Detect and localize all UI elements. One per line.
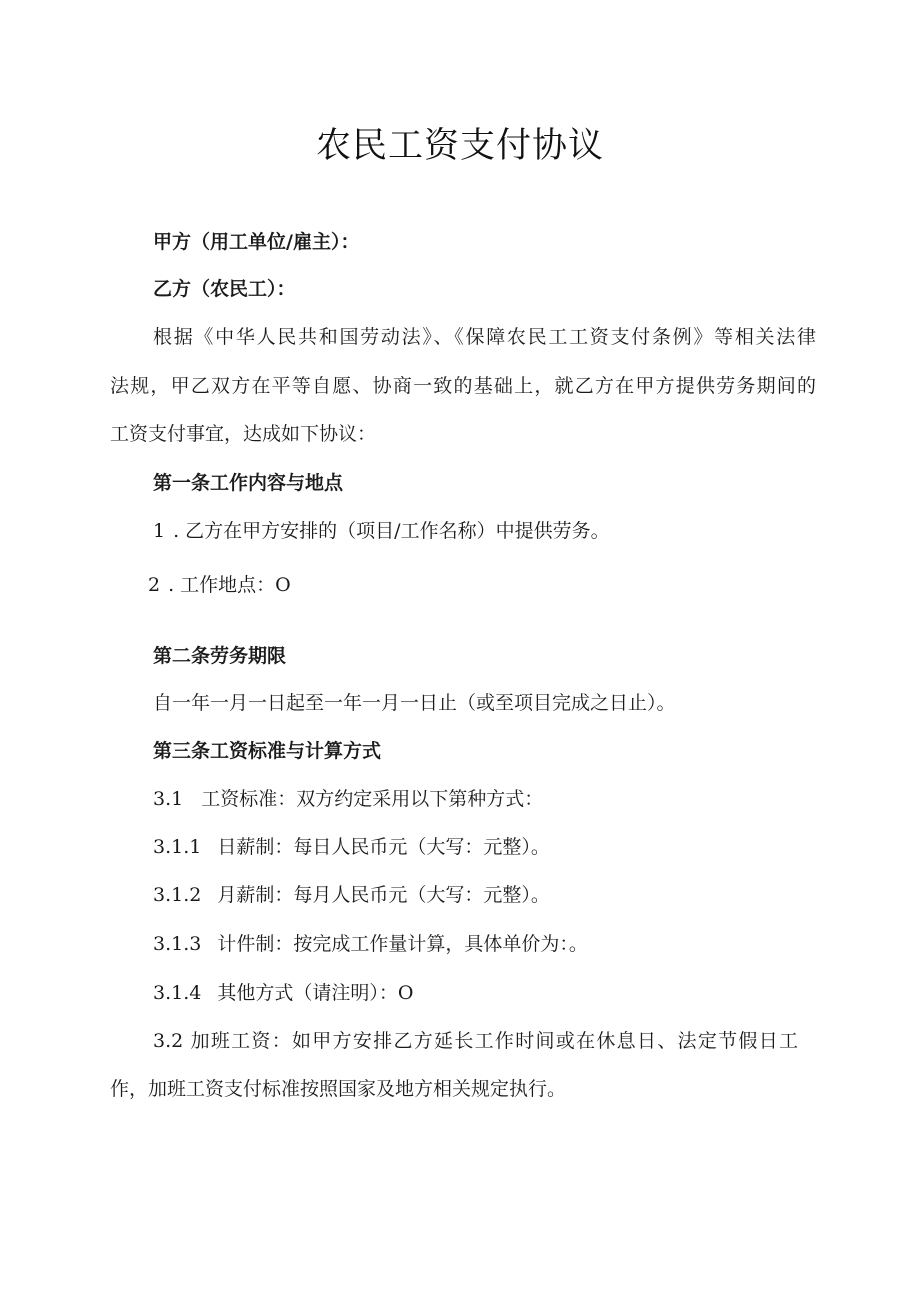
document-title: 农民工资支付协议 (315, 126, 604, 166)
article-2-heading: 第二条劳务期限 (153, 645, 287, 667)
clause-number: 3.1.2 (153, 884, 202, 906)
article-1-item-1 (153, 518, 610, 544)
clause-number: 3.1.1 (153, 836, 202, 858)
preamble-line-2: 法规，甲乙双方在平等自愿、协商一致的基础上，就乙方在甲方提供劳务期间的 (110, 375, 816, 397)
clause-text: 计件制：按完成工作量计算，具体单价为：。 (217, 933, 588, 955)
clause-text: 工资标准：双方约定采用以下第种方式： (201, 788, 544, 810)
item-text: . 工作地点：O (168, 574, 291, 596)
preamble-line-1: 根据《中华人民共和国劳动法》、《保障农民工工资支付条例》等相关法律 (153, 326, 816, 348)
item-number: 1 (153, 520, 166, 542)
clause-3-1-2 (153, 882, 550, 908)
clause-number: 3.1 (153, 788, 184, 810)
clause-3-2-line-2: 作，加班工资支付标准按照国家及地方相关规定执行。 (110, 1078, 567, 1100)
article-1-heading: 第一条工作内容与地点 (153, 472, 344, 494)
clause-text: 其他方式（请注明）：O (217, 982, 414, 1004)
party-a-label: 甲方（用工单位/雇主）： (153, 231, 360, 253)
clause-3-1-1 (153, 834, 550, 860)
article-3-heading: 第三条工资标准与计算方式 (153, 740, 382, 762)
article-2-text: 自一年一月一日起至一年一月一日止（或至项目完成之日止）。 (153, 692, 676, 714)
preamble-line-3: 工资支付事宜，达成如下协议： (110, 423, 377, 445)
clause-3-1 (153, 786, 543, 812)
clause-3-1-3 (153, 931, 588, 957)
item-text: . 乙方在甲方安排的（项目/工作名称）中提供劳务。 (173, 520, 610, 542)
clause-text: 月薪制：每月人民币元（大写：元整）。 (217, 884, 550, 906)
clause-text: 加班工资：如甲方安排乙方延长工作时间或在休息日、法定节假日工 (190, 1030, 798, 1052)
party-b-label: 乙方（农民工）： (153, 278, 296, 300)
clause-3-1-4 (153, 980, 413, 1006)
clause-3-2-line-1 (153, 1028, 798, 1054)
clause-number: 3.1.3 (153, 933, 202, 955)
clause-text: 日薪制：每日人民币元（大写：元整）。 (217, 836, 550, 858)
clause-number: 3.2 (153, 1030, 184, 1052)
item-number: 2 (148, 574, 161, 596)
clause-number: 3.1.4 (153, 982, 202, 1004)
article-1-item-2 (148, 572, 291, 598)
